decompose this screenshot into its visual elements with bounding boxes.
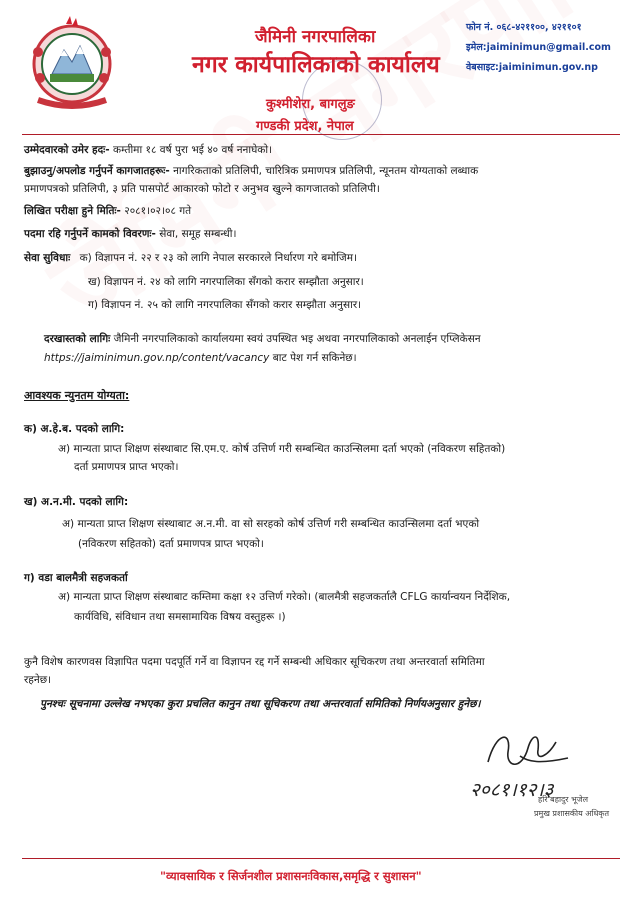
duty-value: सेवा, समूह सम्बन्धी। [159,228,237,240]
application-line2 [44,350,357,366]
signature-mark [478,722,578,782]
postscript-label: पुनश्चः [40,698,66,710]
postscript-text: सूचनामा उल्लेख नभएका कुरा प्रचलित कानुन तथा सूचिकरण तथा अन्तरवार्ता समितिको निर्णयअनुसार हुनेछ। [68,698,481,710]
duty-label: पदमा रहि गर्नुपर्ने कामको विवरणः- [24,228,156,240]
application-line1 [44,331,481,347]
postscript [40,696,480,712]
benefit-item: ख) विज्ञापन नं. २४ को लागि नगरपालिका सँगको करार सम्झौता अनुसार। [88,276,364,288]
application-text-end: बाट पेश गर्न सकिनेछ। [272,352,357,364]
office-address: कुश्मीशेरा, बागलुङ [266,97,355,112]
age-limit [24,142,272,158]
benefit-item: ग) विज्ञापन नं. २५ को लागि नगरपालिका सँगको करार सम्झौता अनुसार। [88,299,362,311]
government-emblem [28,12,116,116]
qualification-text: अ) मान्यता प्राप्त शिक्षण संस्थाबाट अ.न.मी. वा सो सरहको कोर्ष उत्तिर्ण गरी सम्बन्धित काउन्सिलमा दर्ता भएको [62,518,480,530]
qualification-heading: आवश्यक न्युनतम योग्यता: [24,389,130,402]
application-text: जैमिनी नगरपालिकाको कार्यालयमा स्वयं उपस्थित भइ अथवा नगरपालिकाको अनलाईन एप्लिकेसन [113,333,481,345]
footer-slogan: "व्यावसायिक र सिर्जनशील प्रशासनःविकास,समृद्धि र सुशासन" [160,869,422,883]
office-title: नगर कार्यपालिकाको कार्यालय [192,52,440,78]
vacancy-link[interactable]: https://jaiminimun.gov.np/content/vacancy [44,352,270,364]
header-divider [22,134,620,135]
footer-divider [22,858,620,859]
municipality-name: जैमिनी नगरपालिका [255,27,376,47]
province-name: गण्डकी प्रदेश, नेपाल [256,119,354,134]
exam-label: लिखित परीक्षा हुने मितिः- [24,205,121,217]
qualification-text: अ) मान्यता प्राप्त शिक्षण संस्थाबाट सि.एम.ए. कोर्ष उत्तिर्ण गरी सम्बन्धित काउन्सिलमा दर्ता भएको (नविकरण सहितको) [58,443,506,455]
signatory-designation: प्रमुख प्रशासकीय अधिकृत [534,809,610,818]
closing-text1: कुनै विशेष कारणवस विज्ञापित पदमा पदपूर्ति गर्ने वा विज्ञापन रद्द गर्ने सम्बन्धी अधिकार सूचिकरण तथा अन्तरवार्ता समितिमा [24,656,485,668]
email-address[interactable]: इमेल:jaiminimun@gmail.com [466,42,611,53]
duty-description [24,226,236,242]
qualification-text: कार्यविधि, संविधान तथा समसामायिक विषय वस्तुहरू ।) [74,611,286,623]
closing-text2: रहनेछ। [24,674,52,686]
age-label: उम्मेदवारको उमेर हदः- [24,144,110,156]
website-address[interactable]: वेबसाइट:jaiminimun.gov.np [466,62,598,73]
signature-date: २०८१।१२।३ [470,779,554,801]
documents-text1: नागरिकताको प्रतिलिपी, चारित्रिक प्रमाणपत्र प्रतिलिपी, न्यूनतम योग्यताको लब्धाक [173,165,479,177]
benefits [24,250,357,266]
qualification-text: अ) मान्यता प्राप्त शिक्षण संस्थाबाट कम्तिमा कक्षा १२ उत्तिर्ण गरेको। (बालमैत्री सहजकर्तालै CFLG कार्यान्वयन निर्देशिक, [58,591,511,603]
documents-line1 [24,163,478,179]
qualification-title: ग) वडा बालमैत्री सहजकर्ता [24,572,128,584]
phone-number: फोन नं. ०६८-४२११००, ४२११०१ [466,22,582,33]
documents-label: बुझाउनु/अपलोड गर्नुपर्ने कागजातहरूः- [24,165,170,177]
benefit-label: सेवा सुविधाः [24,252,71,264]
documents-text2: प्रमाणपत्रको प्रतिलिपी, ३ प्रति पासपोर्ट आकारको फोटो र अनुभव खुल्ने कागजातको प्रतिलिपी। [24,183,380,195]
application-label: दरखास्तको लागिः [44,333,111,345]
qualification-text: (नविकरण सहितको) दर्ता प्रमाणपत्र प्राप्त भएको। [78,538,264,550]
age-value: कम्तीमा १८ वर्ष पुरा भई ४० वर्ष ननाघेको। [113,144,273,156]
qualification-title: ख) अ.न.मी. पदको लागि: [24,496,129,508]
qualification-title: क) अ.हे.ब. पदको लागि: [24,423,125,435]
signatory-name: हरि बहादुर भूजेल [538,795,589,804]
exam-value: २०८१।०२।०८ गते [124,205,192,217]
qualification-text: दर्ता प्रमाणपत्र प्राप्त भएको। [74,461,179,473]
exam-date [24,203,191,219]
benefit-item: क) विज्ञापन नं. २२ र २३ को लागि नेपाल सरकारले निर्धारण गरे बमोजिम। [79,252,357,264]
